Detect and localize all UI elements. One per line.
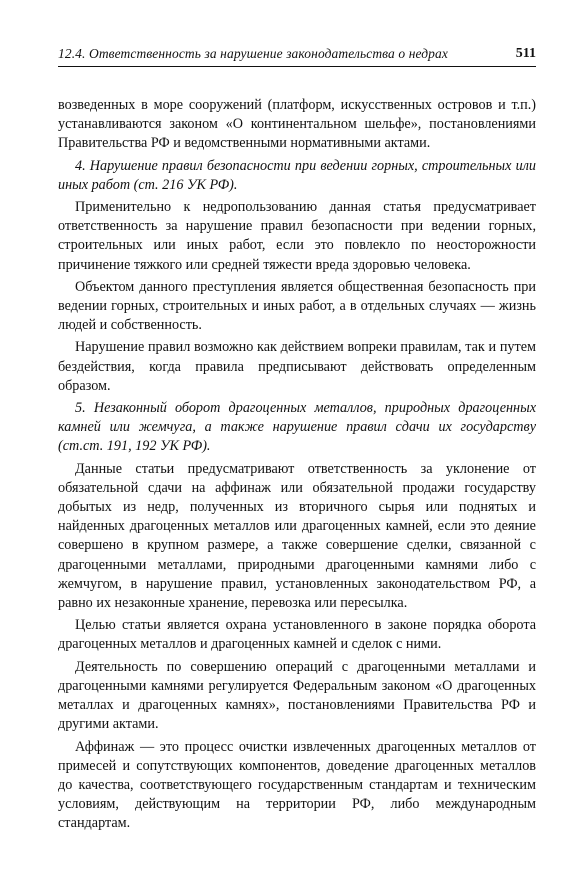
header-rule <box>58 66 536 67</box>
paragraph: Аффинаж — это процесс очистки извлеченных драгоценных металлов от примесей и сопутствующих компонентов, доведение драгоценных металлов до качества, соответствующего государственным стандартам и техническим условиям, действующим на территории РФ, либо международным стандартам. <box>58 738 536 832</box>
page-number: 511 <box>515 46 536 61</box>
paragraph: Деятельность по совершению операций с драгоценными металлами и драгоценными камнями регулируется Федеральным законом «О драгоценных металлах и драгоценных камнях», постановлениями Правительства РФ и другими актами. <box>58 658 536 733</box>
section-heading-4: 4. Нарушение правил безопасности при ведении горных, строительных или иных работ (ст. 216 УК РФ). <box>58 157 536 193</box>
running-header <box>58 44 536 68</box>
running-header-title: 12.4. Ответственность за нарушение законодательства о недрах <box>58 46 448 61</box>
paragraph: Данные статьи предусматривают ответственность за уклонение от обязательной сдачи на аффинаж или обязательной продажи государству добытых из недр, полученных из вторичного сырья или поднятых и найденных драгоценных металлов или драгоценных камней, если это деяние совершено в крупном размере, а также совершение сделки, связанной с драгоценными металлами, природными драгоценными камнями либо с жемчугом, в нарушение правил, установленных законодательством РФ, а равно их незаконные хранение, перевозка или пересылка. <box>58 460 536 612</box>
paragraph: Объектом данного преступления является общественная безопасность при ведении горных, строительных и иных работ, а в отдельных случаях — жизнь людей и собственность. <box>58 278 536 334</box>
body-text <box>58 96 536 837</box>
paragraph: Применительно к недропользованию данная статья предусматривает ответственность за нарушение правил безопасности при ведении горных, строительных или иных работ, если это повлекло по неосторожности причинение тяжкого или средней тяжести вреда здоровью человека. <box>58 199 536 273</box>
section-heading-5: 5. Незаконный оборот драгоценных металлов, природных драгоценных камней или жемчуга, а также нарушение правил сдачи их государству (ст.ст. 191, 192 УК РФ). <box>58 400 536 455</box>
paragraph-continuation: возведенных в море сооружений (платформ, искусственных островов и т.п.) устанавливаются законом «О континентальном шельфе», постановлениями Правительства РФ и ведомственными нормативными актами. <box>58 97 536 152</box>
paragraph: Целью статьи является охрана установленного в законе порядка оборота драгоценных металлов и драгоценных камней и сделок с ними. <box>58 617 536 653</box>
paragraph: Нарушение правил возможно как действием вопреки правилам, так и путем бездействия, когда правила предписывают действовать определенным образом. <box>58 339 536 394</box>
